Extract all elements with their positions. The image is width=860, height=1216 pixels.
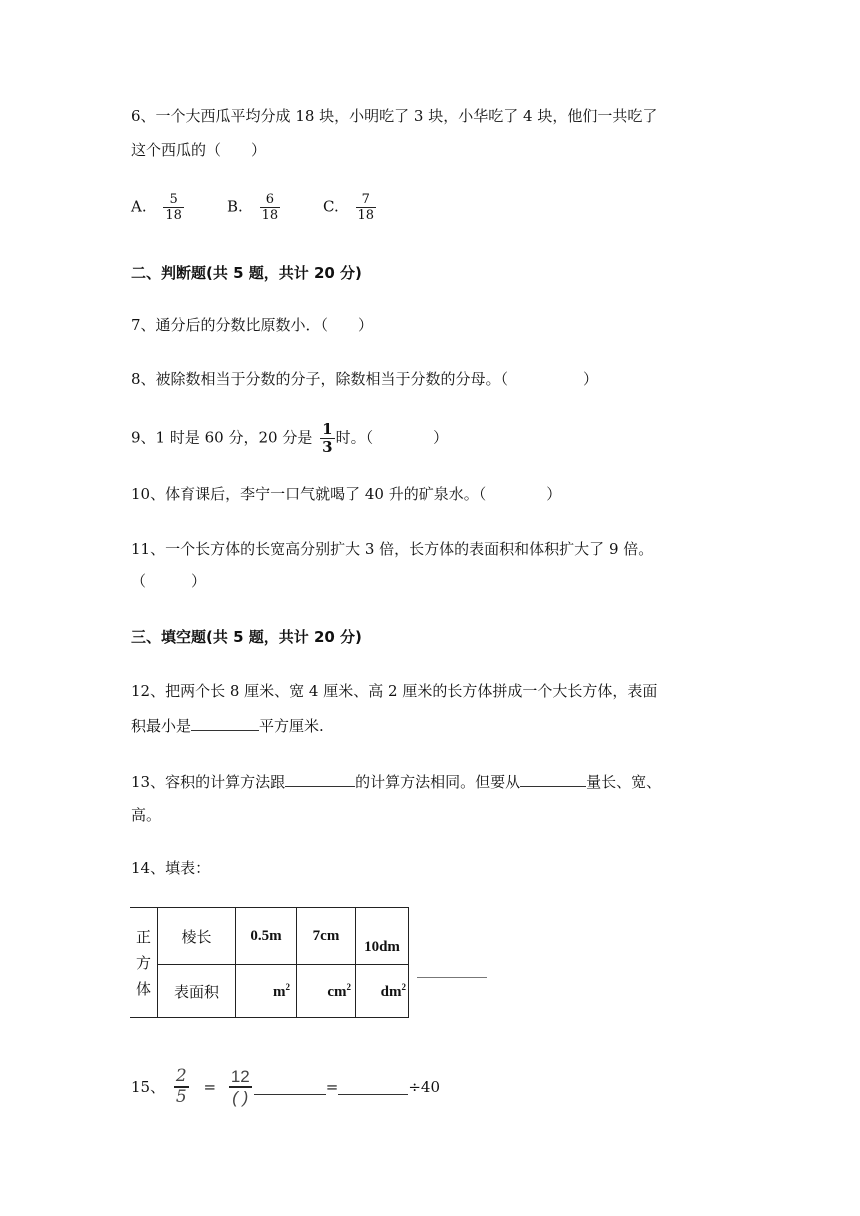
option-fraction: $\frac{7}{18}$	[357, 192, 375, 223]
equals-sign: =	[325, 1078, 339, 1096]
q6-line1: 6、一个大西瓜平均分成 18 块，小明吃了 3 块，小华吃了 4 块，他们一共吃了	[131, 107, 658, 125]
option-fraction: $\frac{6}{18}$	[261, 192, 279, 223]
option-label: C.	[323, 197, 339, 216]
answer-blank[interactable]	[191, 716, 259, 731]
q9-fraction: $\frac{1}{3}$	[322, 420, 333, 456]
q11-line1: 11、一个长方体的长宽高分别扩大 3 倍，长方体的表面积和体积扩大了 9 倍。	[131, 540, 654, 558]
q15-pre: 15、	[131, 1078, 166, 1096]
q7-text: 7、通分后的分数比原数小．（ ）	[131, 316, 374, 334]
q15	[131, 1068, 440, 1106]
q13-part-b: 的计算方法相同。但要从	[355, 773, 521, 791]
answer-blank[interactable]	[520, 772, 586, 787]
table-cell: 0.5m	[236, 908, 297, 965]
table-side-line	[417, 977, 487, 978]
q6-line2: 这个西瓜的（ ）	[131, 141, 267, 159]
q15-fraction: $\frac{2}{5}$	[175, 1066, 187, 1107]
row-header-edge-length: 棱长	[158, 908, 236, 965]
answer-cell[interactable]: $dm^2$	[356, 965, 409, 1018]
q12-line1: 12、把两个长 8 厘米、宽 4 厘米、高 2 厘米的长方体拼成一个大长方体，表面	[131, 682, 658, 700]
q14-table	[130, 907, 409, 1018]
option-label: B.	[227, 197, 243, 216]
q6-option-b[interactable]	[227, 193, 280, 222]
q12-line2	[131, 716, 324, 736]
section-heading-fill-blank: 三、填空题(共 5 题，共计 20 分)	[131, 628, 362, 646]
answer-cell[interactable]: $m^2$	[236, 965, 297, 1018]
answer-blank[interactable]	[285, 772, 355, 787]
q12-post: 平方厘米.	[259, 717, 324, 735]
answer-blank[interactable]	[338, 1080, 408, 1095]
answer-cell[interactable]: $cm^2$	[297, 965, 356, 1018]
q6-option-a[interactable]	[131, 193, 184, 222]
q6-option-c[interactable]	[323, 193, 376, 222]
q9-post: 时。（ ）	[335, 428, 449, 447]
q13-line1	[131, 772, 661, 792]
q9	[131, 422, 448, 455]
equals-sign: =	[203, 1078, 217, 1096]
q14-label: 14、填表：	[131, 859, 211, 877]
q15-fraction-2: $\frac{12}{( )}$	[230, 1067, 250, 1107]
table-side-label: 正 方 体	[130, 908, 158, 1018]
q8-text: 8、被除数相当于分数的分子，除数相当于分数的分母。（ ）	[131, 370, 599, 388]
q13-line2: 高。	[131, 806, 162, 824]
row-header-surface-area: 表面积	[158, 965, 236, 1018]
q11-line2: （ ）	[131, 572, 207, 590]
table-cell: 10dm	[356, 908, 409, 965]
q10-text: 10、体育课后，李宁一口气就喝了 40 升的矿泉水。（ ）	[131, 485, 562, 503]
q9-pre: 9、1 时是 60 分，20 分是	[131, 428, 313, 447]
answer-blank[interactable]	[254, 1080, 326, 1095]
q15-post: ÷40	[408, 1078, 440, 1096]
q12-pre: 积最小是	[131, 717, 192, 735]
table-cell: 7cm	[297, 908, 356, 965]
q13-part-a: 13、容积的计算方法跟	[131, 773, 286, 791]
q13-part-c: 量长、宽、	[586, 773, 662, 791]
section-heading-judgement: 二、判断题(共 5 题，共计 20 分)	[131, 264, 362, 282]
option-fraction: $\frac{5}{18}$	[165, 192, 182, 223]
option-label: A.	[131, 197, 147, 216]
